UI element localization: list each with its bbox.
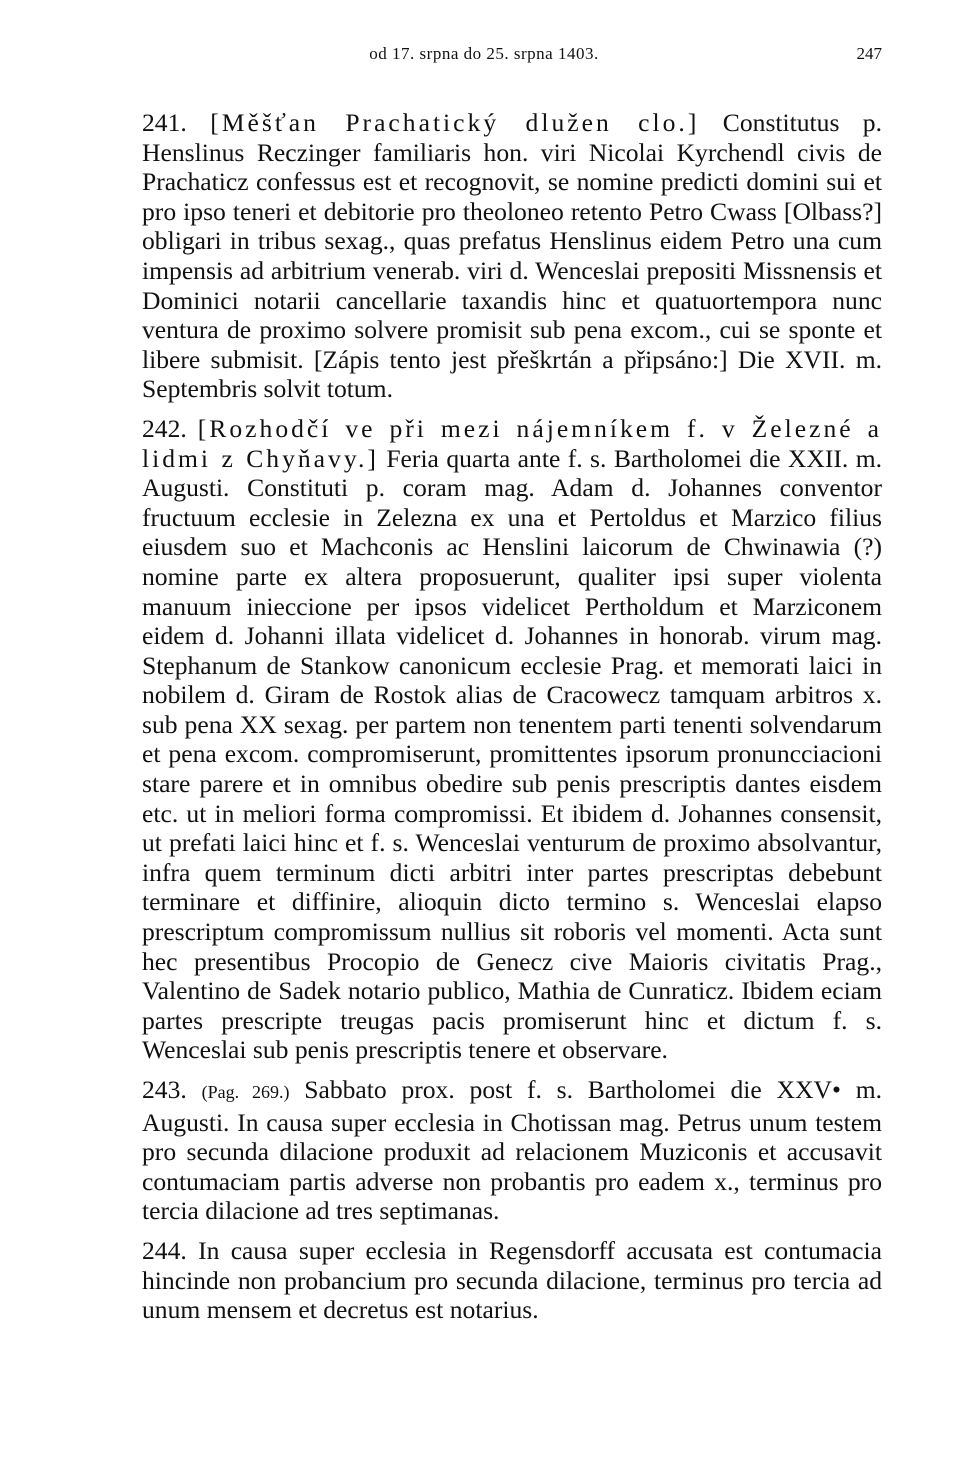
entry-243 xyxy=(86,1075,882,1226)
entry-241 xyxy=(86,108,882,404)
page-number: 247 xyxy=(856,44,882,63)
entry-number: 241. xyxy=(142,108,187,137)
entry-number: 243. xyxy=(142,1075,187,1104)
entry-text: Feria quarta ante f. s. Bartholomei die XXII. m. Augusti. Constituti p. coram mag. Adam d. Johannes conventor fructuum ecclesie in Zelezna ex una et Pertoldus et Marzico filius eiusdem suo et Machconis ac Henslini laicorum de Chwinawia (?) nomine parte ex altera proposuerunt, qualiter ipsi super violenta manuum inieccione per ipsos videlicet Pertholdum et Marziconem eidem d. Johanni illata videlicet d. Johannes in honorab. virum mag. Stephanum de Stankow canonicum ecclesie Prag. et memorati laici in nobilem d. Giram de Rostok alias de Cracowecz tamquam arbitros x. sub pena XX sexag. per partem non tenentem parti tenenti solvendarum et pena excom. compromiserunt, promittentes ipsorum pronuncciacioni stare parere et in omnibus obedire sub penis prescriptis dantes eisdem etc. ut in meliori forma compromissi. Et ibidem d. Johannes consensit, ut prefati laici hinc et f. s. Wenceslai venturum de proximo absolvantur, infra quem terminum dicti arbitri inter partes prescriptas debebunt terminare et diffinire, alioquin dicto termino s. Wenceslai elapso prescriptum compromissum nullius sit roboris vel momenti. Acta sunt hec presentibus Procopio de Genecz cive Maioris civitatis Prag., Valentino de Sadek notario publico, Mathia de Cunraticz. Ibidem eciam partes prescripte treugas pacis promiserunt hinc et dictum f. s. Wenceslai sub penis prescriptis tenere et observare. xyxy=(142,443,882,1065)
running-head: od 17. srpna do 25. srpna 1403. xyxy=(369,44,599,63)
entry-244 xyxy=(86,1236,882,1325)
entry-number: 244. xyxy=(142,1235,187,1265)
entry-242 xyxy=(86,414,882,1065)
entry-rubric: [Rozhodčí ve při mezi nájemníkem f. v Železné a lidmi z Chyňavy.] xyxy=(142,413,882,473)
entry-rubric: [Měšťan Prachatický dlužen clo.] xyxy=(210,108,700,137)
entry-text: Sabbato prox. post f. s. Bartholomei die XXV• m. Augusti. In causa super ecclesia in Chotissan mag. Petrus unum testem pro secunda dilacione produxit ad relacionem Muziconis et accusavit contumaciam partis adverse non probantis pro eadem x., terminus pro tercia dilacione ad tres septimanas. xyxy=(142,1075,882,1226)
page-header xyxy=(86,44,882,68)
entry-text: Constitutus p. Henslinus Reczinger familiaris hon. viri Nicolai Kyrchendl civis de Prachaticz confessus est et recognovit, se nomine predicti domini sui et pro ipso teneri et debitorie pro theoloneo retento Petro Cwass [Olbass?] obligari in tribus sexag., quas prefatus Henslinus eidem Petro una cum impensis ad arbitrium venerab. viri d. Wenceslai prepositi Missnensis et Dominici notarii cancellarie taxandis hinc et quatuortempora nunc ventura de proximo solvere promisit sub pena excom., cui se sponte et libere submisit. [Zápis tento jest přeškrtán a připsáno:] Die XVII. m. Septembris solvit totum. xyxy=(142,108,883,404)
entry-text: In causa super ecclesia in Regensdorff accusata est contumacia hincinde non probancium pro secunda dilacione, terminus pro tercia ad unum mensem et decretus est notarius. xyxy=(142,1235,882,1325)
page-reference: (Pag. 269.) xyxy=(201,1082,290,1102)
entry-number: 242. xyxy=(142,413,187,443)
